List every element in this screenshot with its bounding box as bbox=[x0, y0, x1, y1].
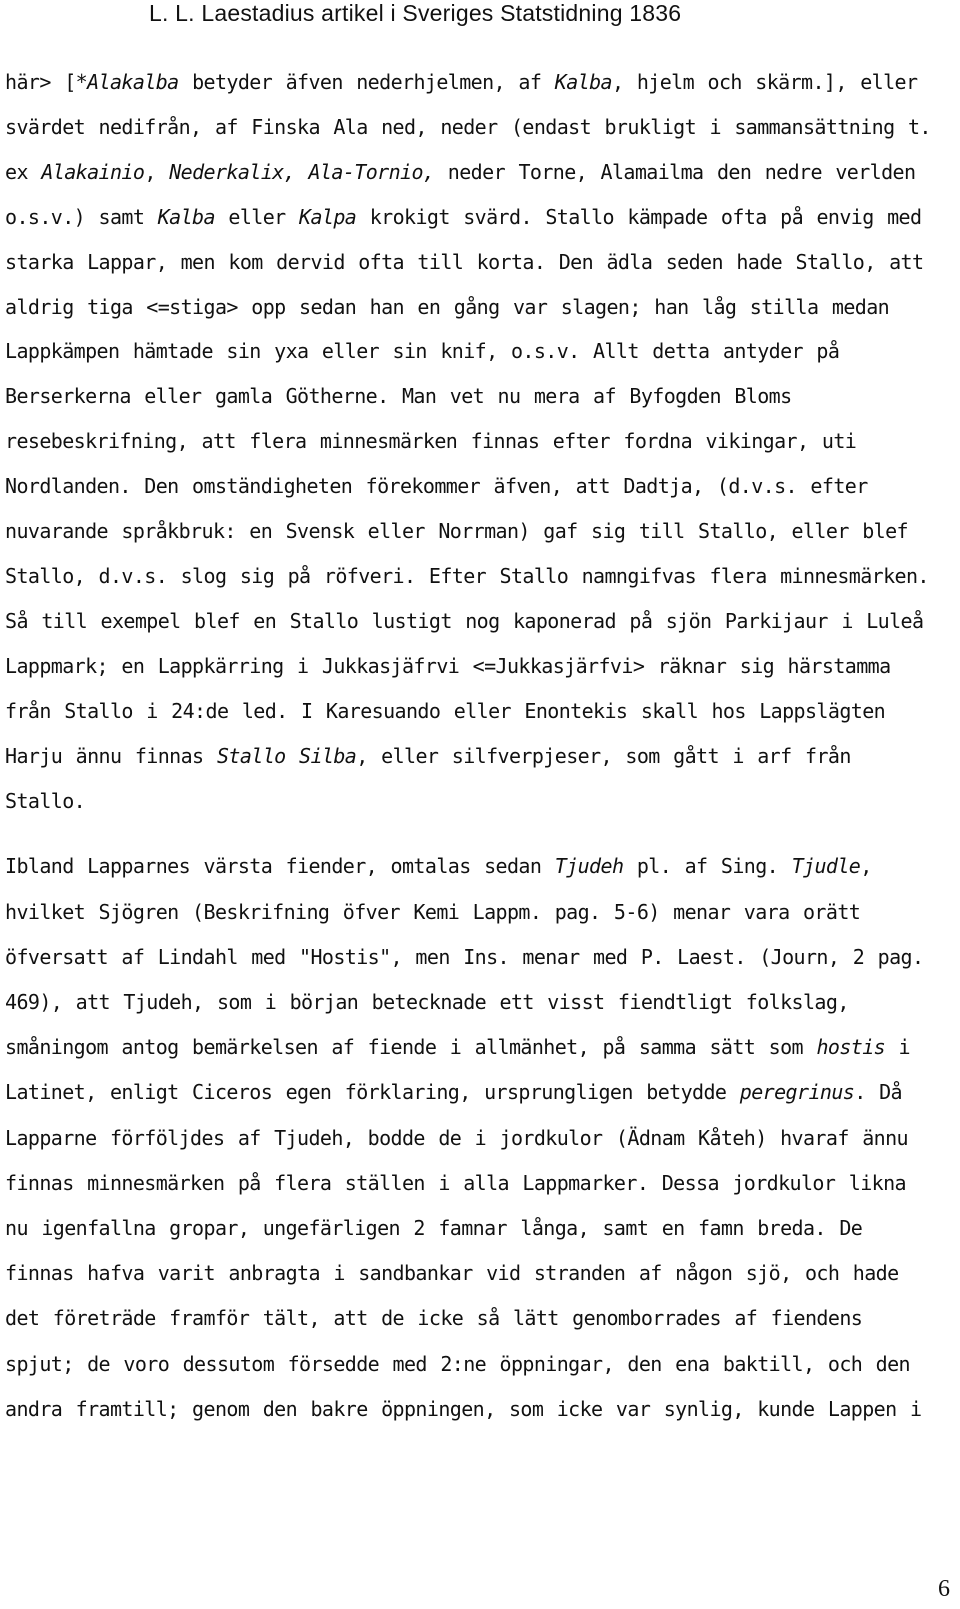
italic-term: peregrinus bbox=[739, 1080, 855, 1105]
italic-term: Kalba bbox=[554, 70, 612, 94]
running-header: L. L. Laestadius artikel i Sveriges Statstidning 1836 bbox=[149, 0, 682, 26]
italic-term: Nederkalix, Ala-Tornio, bbox=[169, 159, 435, 184]
text-run: , hjelm och skärm.], eller svärdet nedifrån, af Finska Ala ned, neder (endast brukligt i sammansättning t. ex bbox=[5, 70, 931, 184]
text-run: här> [* bbox=[5, 70, 88, 94]
italic-term: Stallo Silba bbox=[216, 743, 357, 768]
text-run: neder Torne, Alamailma den nedre verlden o.s.v.) samt bbox=[5, 159, 916, 229]
text-run: Ibland Lapparnes värsta fiender, omtalas sedan bbox=[5, 854, 555, 879]
text-run: pl. af Sing. bbox=[623, 854, 792, 879]
italic-term: Alakainio bbox=[41, 159, 145, 184]
document-body bbox=[5, 60, 938, 1432]
italic-term: Kalba bbox=[157, 204, 215, 229]
text-run: , eller silfverpjeser, som gått i arf från Stallo. bbox=[5, 743, 851, 813]
italic-term: Kalpa bbox=[299, 204, 357, 229]
text-run: i Latinet, enligt Ciceros egen förklaring, ursprungligen betydde bbox=[5, 1035, 910, 1105]
page-number: 6 bbox=[938, 1576, 950, 1602]
text-run: eller bbox=[214, 204, 300, 229]
italic-term: Alakalba bbox=[87, 70, 179, 94]
text-run: , bbox=[144, 159, 170, 184]
italic-term: Tjudeh bbox=[554, 854, 624, 879]
paragraph-tjudeh bbox=[5, 844, 938, 1432]
text-run: krokigt svärd. Stallo kämpade ofta på envig med starka Lappar, men kom dervid ofta till korta. Den ädla seden hade Stallo, att aldrig tiga <=stiga> opp sedan han en gång var slagen; han låg stilla medan Lappkämpen hämtade sin yxa eller sin knif, o.s.v. Allt detta antyder på Berserkerna eller gamla Götherne. Man vet nu mera af Byfogden Bloms resebeskrifning, att flera minnesmärken finnas efter fordna vikingar, uti Nordlanden. Den omständigheten förekommer äfven, att Dadtja, (d.v.s. efter nuvarande språkbruk: en Svensk eller Norrman) gaf sig till Stallo, eller blef Stallo, d.v.s. slog sig på röfveri. Efter Stallo namngifvas flera minnesmärken. Så till exempel blef en Stallo lustigt nog kaponerad på sjön Parkijaur i Luleå Lappmark; en Lappkärring i Jukkasjäfrvi <=Jukkasjärfvi> räknar sig härstamma från Stallo i 24:de led. I Karesuando eller Enontekis skall hos Lappslägten Harju ännu finnas bbox=[5, 204, 929, 768]
text-run: , hvilket Sjögren (Beskrifning öfver Kemi Lappm. pag. 5-6) menar vara orätt öfversatt af Lindahl med "Hostis", men Ins. menar med P. Laest. (Journ, 2 pag. 469), att Tjudeh, som i början betecknade ett visst fiendtligt folkslag, småningom antog bemärkelsen af fiende i allmänhet, på samma sätt som bbox=[5, 854, 924, 1060]
italic-term: Tjudle bbox=[791, 854, 861, 879]
text-run: . Då Lapparne förföljdes af Tjudeh, bodde de i jordkulor (Ädnam Kåteh) hvaraf ännu finnas minnesmärken på flera ställen i alla Lappmarker. Dessa jordkulor likna nu igenfallna gropar, ungefärligen 2 famnar långa, samt en famn breda. De finnas hafva varit anbragta i sandbankar vid stranden af någon sjö, och hade det företräde framför tält, att de icke så lätt genomborrades af fiendens spjut; de voro dessutom försedde med 2:ne öppningar, den ena baktill, och den andra framtill; genom den bakre öppningen, som icke var synlig, kunde Lappen i bbox=[5, 1080, 922, 1421]
italic-term: hostis bbox=[816, 1035, 886, 1060]
paragraph-stallo bbox=[5, 60, 938, 823]
text-run: betyder äfven nederhjelmen, af bbox=[178, 70, 555, 94]
